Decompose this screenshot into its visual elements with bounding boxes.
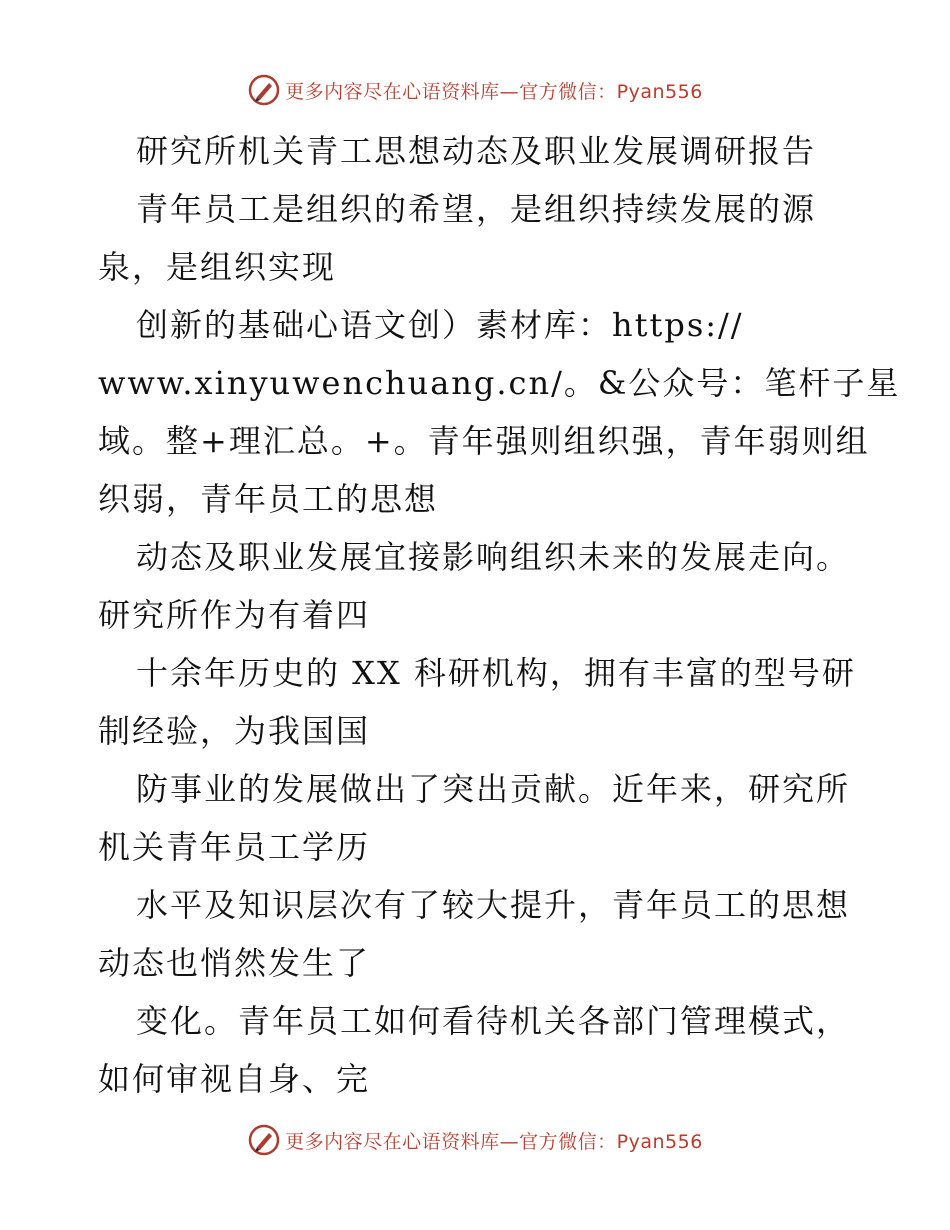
document-title: 研究所机关青工思想动态及职业发展调研报告 bbox=[136, 132, 817, 170]
text-line: 动态及职业发展宜接影响组织未来的发展走向。 bbox=[136, 538, 851, 576]
text-line: 防事业的发展做出了突出贡献。近年来，研究所 bbox=[136, 770, 851, 808]
pen-logo-icon bbox=[247, 1123, 281, 1157]
text-line: 机关青年员工学历 bbox=[98, 828, 371, 866]
text-line: 域。整+理汇总。+。青年强则组织强，青年弱则组 bbox=[98, 422, 870, 460]
text-line: 研究所作为有着四 bbox=[98, 596, 371, 634]
text-line: 十余年历史的 XX 科研机构，拥有丰富的型号研 bbox=[136, 654, 856, 692]
pen-logo-icon bbox=[247, 73, 281, 107]
text-line: 动态也悄然发生了 bbox=[98, 944, 371, 982]
text-line: 织弱，青年员工的思想 bbox=[98, 480, 439, 518]
text-line: 水平及知识层次有了较大提升，青年员工的思想 bbox=[136, 886, 851, 924]
document-body bbox=[98, 122, 901, 1108]
text-line: 创新的基础心语文创）素材库：https:// bbox=[136, 306, 744, 344]
header-banner-text: 更多内容尽在心语资料库—官方微信：Pyan556 bbox=[285, 80, 703, 103]
footer-banner bbox=[0, 1120, 950, 1160]
text-line: 如何审视自身、完 bbox=[98, 1060, 371, 1098]
header-banner bbox=[0, 70, 950, 110]
text-line: 变化。青年员工如何看待机关各部门管理模式， bbox=[136, 1002, 851, 1040]
text-line: www.xinyuwenchuang.cn/。&公众号：笔杆子星 bbox=[98, 364, 901, 402]
text-line: 制经验，为我国国 bbox=[98, 712, 371, 750]
text-line: 青年员工是组织的希望，是组织持续发展的源 bbox=[136, 190, 817, 228]
text-line: 泉，是组织实现 bbox=[98, 248, 337, 286]
footer-banner-text: 更多内容尽在心语资料库—官方微信：Pyan556 bbox=[285, 1130, 703, 1153]
